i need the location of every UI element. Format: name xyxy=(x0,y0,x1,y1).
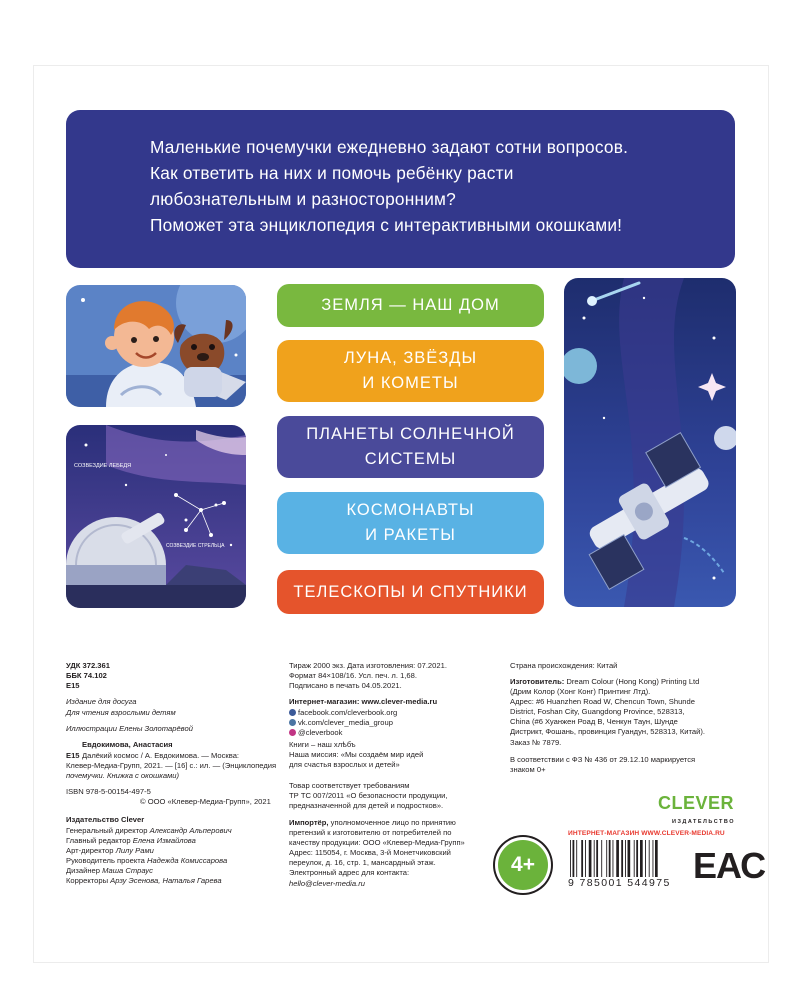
slogan: Книги – наш хлѣбъ Наша миссия: «Мы создаём мир идей для счастья взрослых и детей» xyxy=(289,740,424,770)
topic-label: ЗЕМЛЯ — НАШ ДОМ xyxy=(321,296,500,314)
importer: Импортёр, уполномоченное лицо по принятию претензий к изготовителю от потребителей по качеству продукции: ООО «Клевер-Медиа-Групп» Адрес: 115054, г. Москва, 3-й Монетчиковский переулок, д. 16, стр. 1, мансардный этаж. Электронный адрес для контакта: hello@clever-media.ru xyxy=(289,818,465,888)
shop-url: ИНТЕРНЕТ-МАГАЗИН WWW.CLEVER-MEDIA.RU xyxy=(568,830,725,837)
barcode-bar xyxy=(585,840,586,882)
bib-title: Далёкий космос / А. Евдокимова. — Москва: xyxy=(82,751,240,760)
barcode-bar xyxy=(570,840,571,882)
vk-icon xyxy=(289,719,296,726)
eac-mark: ЕАС xyxy=(693,845,766,886)
barcode xyxy=(568,840,688,898)
facebook-icon xyxy=(289,709,296,716)
topic-cosmonauts xyxy=(277,492,544,554)
topic-label: И РАКЕТЫ xyxy=(365,526,456,544)
social-link[interactable]: vk.com/clever_media_group xyxy=(289,718,397,728)
bib-line: почемучки. Книжка с окошками) xyxy=(66,771,180,780)
boy-astronaut-illustration xyxy=(66,285,246,407)
topic-label: СИСТЕМЫ xyxy=(364,450,457,468)
staff-row: Главный редактор Елена Измайлова xyxy=(66,836,196,846)
staff-row: Генеральный директор Александр Альперович xyxy=(66,826,232,835)
constellation-label-1: СОЗВЕЗДИЕ ЛЕБЕДЯ xyxy=(74,463,132,469)
intro-line: Как ответить на них и помочь ребёнку расти xyxy=(150,163,514,183)
staff-row: Руководитель проекта Надежда Комиссарова xyxy=(66,856,228,866)
barcode-bar xyxy=(636,840,638,882)
barcode-bar xyxy=(625,840,626,882)
conformity: Товар соответствует требованиям ТР ТС 007/2011 «О безопасности продукции, предназначенной для детей и подростков». xyxy=(289,781,448,811)
audience: Для чтения взрослыми детям xyxy=(66,708,176,717)
staff-row: Корректоры Арзу Эсенова, Наталья Гарева xyxy=(66,876,222,886)
illustrations-credit: Иллюстрации Елены Золотарёвой xyxy=(66,724,193,733)
barcode-bar xyxy=(628,840,631,882)
staff-row: Дизайнер Маша Страус xyxy=(66,866,153,876)
barcode-bar xyxy=(609,840,611,882)
clever-logo: CLEVER ИЗДАТЕЛЬСТВО xyxy=(658,793,736,825)
barcode-bar xyxy=(634,840,635,882)
barcode-bar xyxy=(594,840,595,882)
staff-list xyxy=(66,826,232,887)
law-notice: В соответствии с ФЗ № 436 от 29.12.10 маркируется знаком 0+ xyxy=(510,755,696,775)
space-station-illustration xyxy=(564,278,736,607)
barcode-bar xyxy=(645,840,646,882)
social-link[interactable]: @cleverbook xyxy=(289,728,397,738)
manufacturer: Изготовитель: Dream Colour (Hong Kong) Printing Ltd (Дрим Колор (Хонг Конг) Принтинг Лтд). Адрес: #6 Huanzhen Road W, Chencun Town, Shunde District, Foshan City, Guangdong Province, 528313, China (#6 Хуанжен Роад В, Ченкун Таун, Шунде Дистрикт, Фошань, провинция Гуандун, 528313, Китай). Заказ № 7879. xyxy=(510,677,706,747)
topic-telescopes xyxy=(277,570,544,614)
origin-country: Страна происхождения: Китай xyxy=(510,661,618,670)
instagram-icon xyxy=(289,729,296,736)
observatory-illustration xyxy=(66,425,246,608)
topic-label: И КОМЕТЫ xyxy=(362,374,459,392)
barcode-bar xyxy=(653,840,654,882)
topic-label: ТЕЛЕСКОПЫ И СПУТНИКИ xyxy=(293,582,528,601)
barcode-bar xyxy=(649,840,650,882)
topic-earth xyxy=(277,284,544,327)
intro-line: любознательным и разносторонним? xyxy=(150,189,456,209)
barcode-number: 9 785001 544975 xyxy=(568,877,671,889)
code: Е15 xyxy=(66,681,80,690)
barcode-bar xyxy=(581,840,583,882)
purpose: Издание для досуга xyxy=(66,697,137,706)
topic-label: ЛУНА, ЗВЁЗДЫ xyxy=(343,349,478,367)
online-shop: Интернет-магазин: www.clever-media.ru xyxy=(289,697,438,706)
barcode-bar xyxy=(573,840,575,882)
copyright: © ООО «Клевер-Медиа-Групп», 2021 xyxy=(140,797,271,806)
topic-planets xyxy=(277,416,544,478)
barcode-bar xyxy=(655,840,658,882)
udk: УДК 372.361 xyxy=(66,661,110,670)
print-info: Тираж 2000 экз. Дата изготовления: 07.2021. Формат 84×108/16. Усл. печ. л. 1,68. Подписано в печать 04.05.2021. xyxy=(289,661,447,691)
bib-line: Клевер-Медиа-Групп, 2021. — [16] с.: ил. — (Энциклопедия xyxy=(66,761,277,770)
barcode-bar xyxy=(601,840,602,882)
barcode-bar xyxy=(613,840,614,882)
intro-line: Поможет эта энциклопедия с интерактивными окошками! xyxy=(150,215,623,235)
barcode-bar xyxy=(640,840,643,882)
topic-label: КОСМОНАВТЫ xyxy=(346,501,475,519)
publisher: Издательство Clever xyxy=(66,815,145,824)
author: Евдокимова, Анастасия xyxy=(82,740,173,749)
barcode-bar xyxy=(616,840,619,882)
bbk: ББК 74.102 xyxy=(66,671,107,680)
topic-moon-stars xyxy=(277,340,544,402)
code2: Е15 xyxy=(66,751,80,760)
barcode-bar xyxy=(596,840,598,882)
isbn: ISBN 978-5-00154-497-5 xyxy=(66,787,151,796)
barcode-bar xyxy=(576,840,577,882)
barcode-bar xyxy=(606,840,607,882)
social-link[interactable]: facebook.com/cleverbook.org xyxy=(289,708,397,718)
social-links xyxy=(289,708,397,738)
intro-line: Маленькие почемучки ежедневно задают сотни вопросов. xyxy=(150,137,629,157)
intro-panel xyxy=(66,110,735,268)
staff-row: Арт-директор Лилу Рами xyxy=(66,846,154,856)
constellation-label-2: СОЗВЕЗДИЕ СТРЕЛЬЦА xyxy=(166,543,225,549)
barcode-bar xyxy=(589,840,592,882)
barcode-bar xyxy=(621,840,623,882)
age-badge: 4+ xyxy=(498,840,548,890)
topic-label: ПЛАНЕТЫ СОЛНЕЧНОЙ xyxy=(306,425,515,443)
